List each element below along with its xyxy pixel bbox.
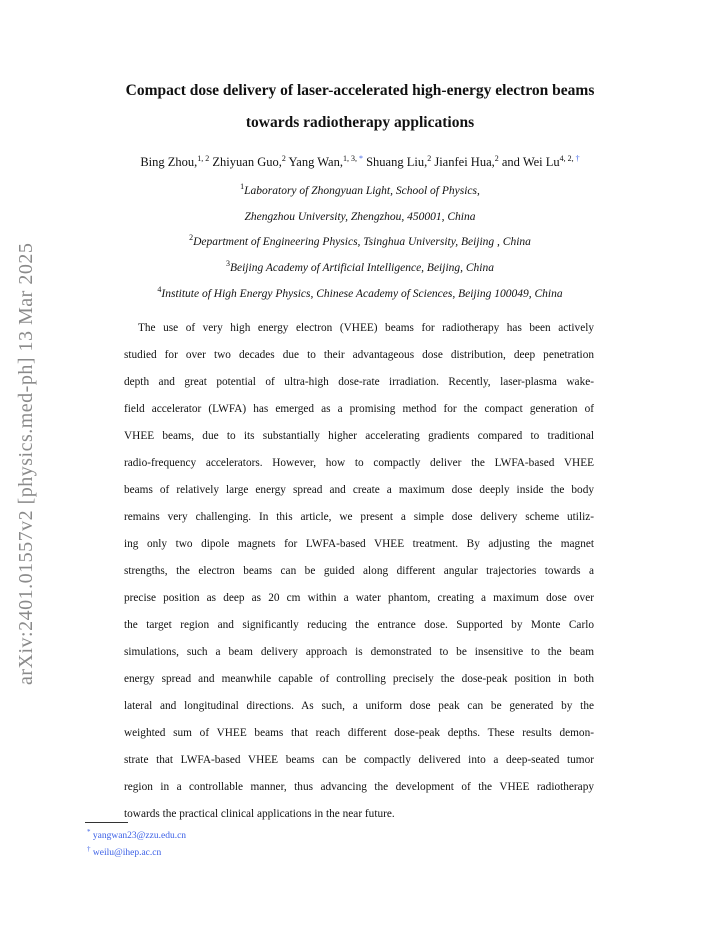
corresponding-author-link[interactable]: †: [575, 153, 580, 163]
arxiv-identifier-stamp: arXiv:2401.01557v2 [physics.med-ph] 13 Mar 2025: [15, 242, 37, 685]
affiliations: [90, 181, 630, 309]
abstract-line: weighted sum of VHEE beams that reach different dose-peak depths. These results demon-: [124, 727, 594, 739]
abstract-line: precise position as deep as 20 cm within a water phantom, creating a maximum dose over: [124, 592, 594, 604]
title-line-1: Compact dose delivery of laser-accelerated high-energy electron beams: [125, 82, 595, 99]
author: Zhiyuan Guo,$^2$: [212, 153, 286, 169]
abstract-line: energy spread and meanwhile capable of controlling precisely the dose-peak position in both: [124, 673, 594, 685]
paper-title: [90, 75, 630, 139]
abstract-line: beams of relatively large energy spread and create a maximum dose deeply inside the body: [124, 484, 594, 496]
abstract-line: VHEE beams, due to its substantially higher accelerating gradients compared to traditional: [124, 430, 594, 442]
abstract-line: studied for over two decades due to their advantageous dose distribution, deep penetration: [124, 349, 594, 361]
footnote: * yangwan23@zzu.edu.cn: [87, 827, 187, 841]
footnote-divider: [85, 822, 128, 823]
abstract: [124, 315, 594, 828]
affiliation: $^1$Laboratory of Zhongyuan Light, School of Physics,: [240, 182, 480, 197]
author: Bing Zhou,$^{1, 2}$: [140, 153, 210, 169]
author-list: [90, 152, 630, 172]
abstract-line: towards the practical clinical applications in the near future.: [124, 808, 395, 820]
author: Jianfei Hua,$^2$: [434, 153, 499, 169]
footnotes: [87, 828, 186, 862]
email-link[interactable]: yangwan23@zzu.edu.cn: [92, 831, 187, 841]
affiliation: $^4$Institute of High Energy Physics, Chinese Academy of Sciences, Beijing 100049, China: [157, 284, 563, 300]
abstract-line: the target region and significantly reducing the entrance dose. Supported by Monte Carlo: [124, 619, 594, 631]
footnote: † weilu@ihep.ac.cn: [87, 844, 162, 858]
abstract-line: The use of very high energy electron (VHEE) beams for radiotherapy has been actively: [138, 322, 594, 334]
author: and Wei $Lu^{4, 2, \dagger}$: [501, 153, 580, 169]
abstract-line: remains very challenging. In this article, we present a simple dose delivery scheme utiliz-: [124, 511, 594, 523]
affiliation: $^2$Department of Engineering Physics, Tsinghua University, Beijing , China: [189, 233, 531, 249]
author: Yang Wan,$^{1, 3, *}$: [288, 153, 363, 169]
abstract-line: simulations, such a beam delivery approach is demonstrated to be insensitive to the beam: [124, 646, 594, 658]
email-link[interactable]: weilu@ihep.ac.cn: [92, 848, 162, 858]
affiliation: $^3$Beijing Academy of Artificial Intelligence, Beijing, China: [225, 259, 495, 275]
abstract-line: strengths, the electron beams can be guided along different angular trajectories towards a: [124, 565, 594, 577]
abstract-line: radio-frequency accelerators. However, how to compactly deliver the LWFA-based VHEE: [124, 457, 594, 469]
abstract-line: ing only two dipole magnets for LWFA-based VHEE treatment. By adjusting the magnet: [124, 538, 594, 550]
affiliation: Zhengzhou University, Zhengzhou, 450001, China: [244, 210, 476, 223]
abstract-line: field accelerator (LWFA) has emerged as a promising method for the compact generation of: [124, 403, 594, 415]
abstract-line: lateral and longitudinal directions. As such, a uniform dose peak can be generated by the: [124, 700, 594, 712]
abstract-line: strate that LWFA-based VHEE beams can be compactly delivered into a deep-seated tumor: [124, 754, 594, 766]
corresponding-author-link[interactable]: *: [358, 153, 363, 163]
author: Shuang Liu,$^2$: [366, 153, 432, 169]
abstract-line: depth and great potential of ultra-high dose-rate irradiation. Recently, laser-plasma wake-: [124, 376, 594, 388]
abstract-line: region in a controllable manner, thus advancing the development of the VHEE radiotherapy: [124, 781, 594, 793]
title-line-2: towards radiotherapy applications: [245, 114, 475, 131]
